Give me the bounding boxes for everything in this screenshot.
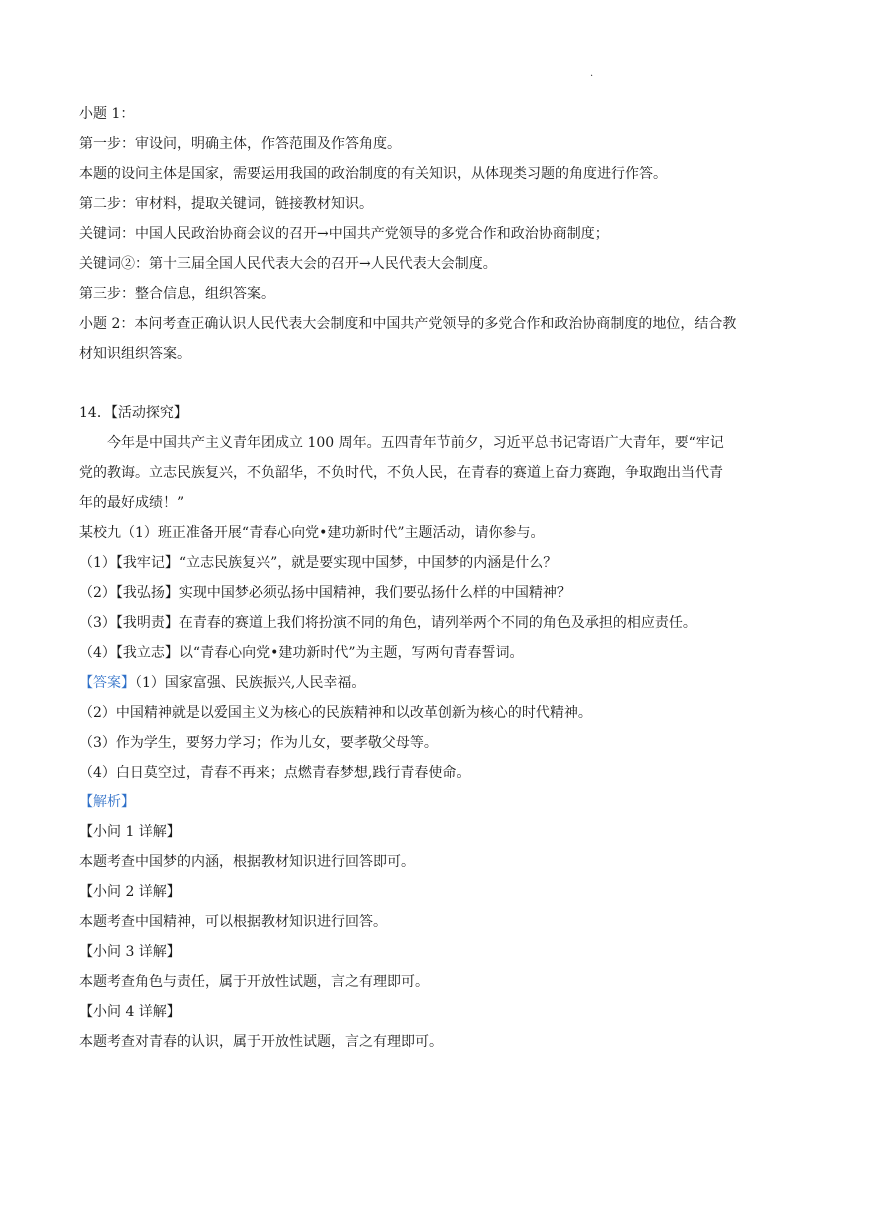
analysis-title-4: 【小问 4 详解】 (79, 1004, 181, 1020)
sub-question-1: （1）【我牢记】“立志民族复兴”，就是要实现中国梦，中国梦的内涵是什么？ (79, 555, 558, 571)
answer-line-4: （4）白日莫空过，青春不再来；点燃青春梦想,践行青春使命。 (79, 765, 471, 781)
sub-question-4: （4）【我立志】以“青春心向党•建功新时代”为主题，写两句青春誓词。 (79, 645, 524, 661)
answer-label: 【答案】 (79, 675, 135, 691)
prev-line-8: 小题 2：本问考查正确认识人民代表大会制度和中国共产党领导的多党合作和政治协商制度的地位，结合教 (79, 316, 737, 332)
prev-line-2: 第一步：审设问，明确主体，作答范围及作答角度。 (79, 136, 401, 152)
prev-line-3: 本题的设问主体是国家，需要运用我国的政治制度的有关知识，从体现类习题的角度进行作答。 (79, 166, 667, 182)
prev-line-7: 第三步：整合信息，组织答案。 (79, 286, 275, 302)
answer-line-3: （3）作为学生，要努力学习；作为儿女，要孝敬父母等。 (79, 735, 438, 751)
intro-line-1: 今年是中国共产主义青年团成立 100 周年。五四青年节前夕，习近平总书记寄语广大青年，要“牢记 (107, 435, 724, 451)
answer-text-1: （1）国家富强、民族振兴,人民幸福。 (135, 675, 366, 691)
analysis-text-3: 本题考查角色与责任，属于开放性试题，言之有理即可。 (79, 974, 429, 990)
answer-line-1 (79, 673, 809, 693)
answer-line-2: （2）中国精神就是以爱国主义为核心的民族精神和以改革创新为核心的时代精神。 (79, 705, 592, 721)
analysis-title-2: 【小问 2 详解】 (79, 884, 181, 900)
analysis-text-4: 本题考查对青春的认识，属于开放性试题，言之有理即可。 (79, 1034, 443, 1050)
analysis-label: 【解析】 (79, 794, 135, 810)
header-mark: . (590, 68, 594, 79)
sub-question-2: （2）【我弘扬】实现中国梦必须弘扬中国精神，我们要弘扬什么样的中国精神？ (79, 585, 571, 601)
prev-line-9: 材知识组织答案。 (79, 346, 191, 362)
prev-line-6: 关键词②：第十三届全国人民代表大会的召开→人民代表大会制度。 (79, 256, 497, 272)
intro-line-3: 年的最好成绩！” (79, 495, 185, 511)
task-line: 某校九（1）班正准备开展“青春心向党•建功新时代”主题活动，请你参与。 (79, 525, 545, 541)
question-heading: 14．【活动探究】 (79, 405, 188, 421)
analysis-title-3: 【小问 3 详解】 (79, 944, 181, 960)
analysis-title-1: 【小问 1 详解】 (79, 824, 181, 840)
sub-question-3: （3）【我明责】在青春的赛道上我们将扮演不同的角色，请列举两个不同的角色及承担的相应责任。 (79, 615, 697, 631)
prev-line-5: 关键词：中国人民政治协商会议的召开→中国共产党领导的多党合作和政治协商制度； (79, 226, 609, 242)
prev-line-4: 第二步：审材料，提取关键词，链接教材知识。 (79, 196, 373, 212)
prev-line-1: 小题 1： (79, 106, 135, 122)
analysis-text-1: 本题考查中国梦的内涵，根据教材知识进行回答即可。 (79, 854, 415, 870)
intro-line-2: 党的教诲。立志民族复兴，不负韶华，不负时代，不负人民，在青春的赛道上奋力赛跑，争取跑出当代青 (79, 465, 723, 481)
analysis-text-2: 本题考查中国精神，可以根据教材知识进行回答。 (79, 914, 387, 930)
